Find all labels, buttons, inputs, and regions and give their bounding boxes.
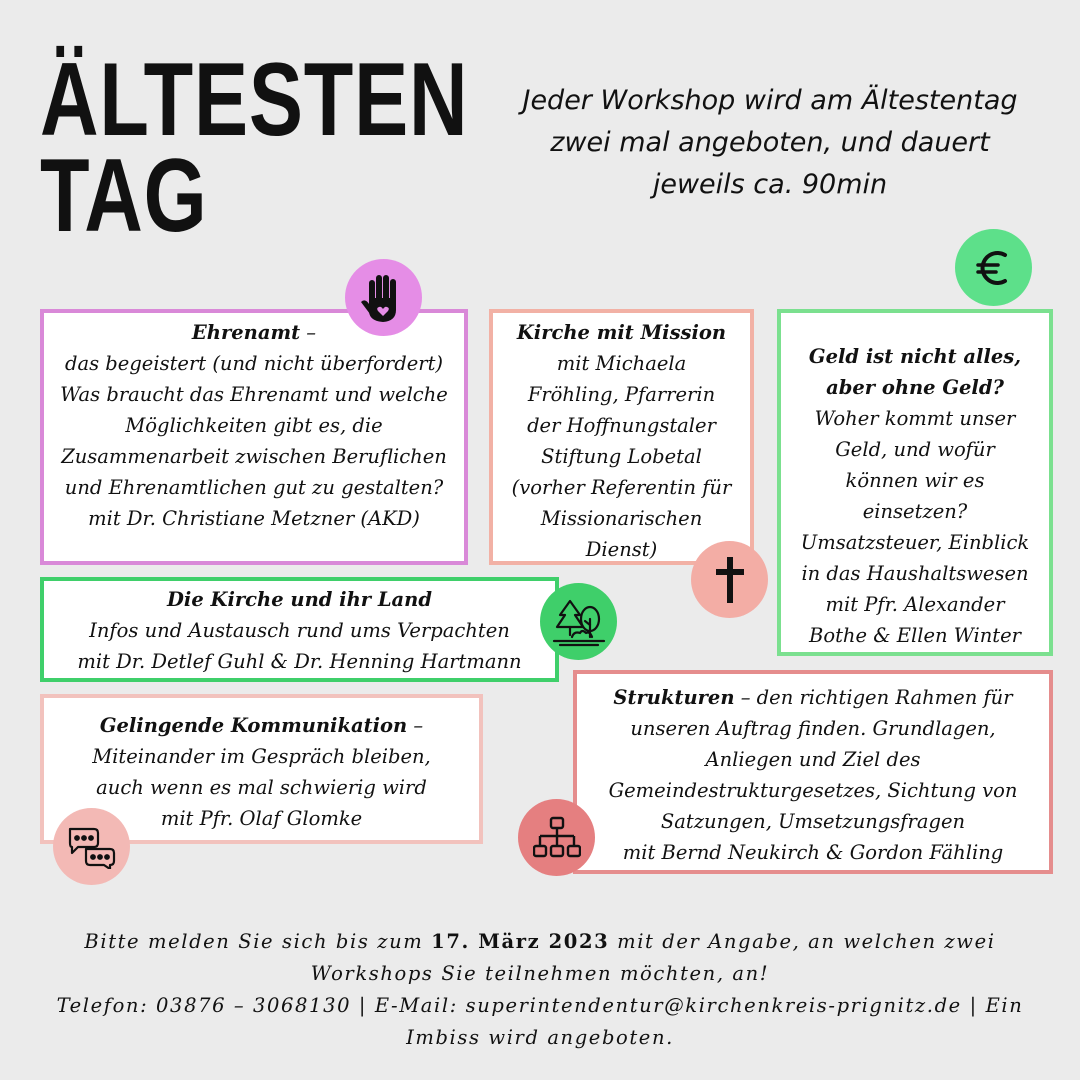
- footer-text: Workshops Sie teilnehmen möchten, an!: [310, 962, 770, 985]
- euro-icon: [955, 229, 1032, 306]
- workshop-line: Miteinander im Gespräch bleiben,: [92, 745, 431, 768]
- workshop-line: mit Pfr. Olaf Glomke: [160, 807, 363, 830]
- workshop-heading: aber ohne Geld?: [826, 376, 1004, 399]
- page-title: [40, 42, 469, 254]
- deadline-date: 17. März 2023: [431, 930, 610, 953]
- workshop-heading: Ehrenamt: [191, 321, 301, 344]
- workshop-line: einsetzen?: [862, 500, 968, 523]
- title-line-1: ÄLTESTEN: [40, 42, 469, 158]
- subtitle-line: jeweils ca. 90min: [652, 169, 888, 200]
- workshop-line: Anliegen und Ziel des: [705, 748, 921, 771]
- workshop-line: Umsatzsteuer, Einblick: [800, 531, 1030, 554]
- workshop-line: mit Dr. Detlef Guhl & Dr. Henning Hartmann: [77, 650, 522, 673]
- workshop-line: Fröhling, Pfarrerin: [527, 383, 716, 406]
- footer-text: Imbiss wird angeboten.: [406, 1026, 674, 1049]
- workshop-line: Gemeindestrukturgesetzes, Sichtung von: [608, 779, 1018, 802]
- footer-registration-note: [30, 926, 1050, 1054]
- trees-icon: [540, 583, 617, 660]
- workshop-card-kirche-mission: [489, 309, 754, 565]
- title-line-2: TAG: [40, 138, 208, 254]
- workshop-line: Möglichkeiten gibt es, die: [125, 414, 383, 437]
- workshop-line: (vorher Referentin für: [511, 476, 732, 499]
- footer-text: Bitte melden Sie sich bis zum: [84, 930, 432, 953]
- subtitle-line: zwei mal angeboten, und dauert: [550, 127, 990, 158]
- workshop-line: Infos und Austausch rund ums Verpachten: [89, 619, 510, 642]
- workshop-line: mit Pfr. Alexander: [825, 593, 1005, 616]
- heading-suffix: –: [407, 714, 424, 737]
- subtitle-line: Jeder Workshop wird am Ältestentag: [522, 85, 1018, 116]
- speech-bubbles-icon: [53, 808, 130, 885]
- workshop-card-geld: [777, 309, 1053, 656]
- workshop-line: Zusammenarbeit zwischen Beruflichen: [61, 445, 447, 468]
- workshop-line: und Ehrenamtlichen gut zu gestalten?: [64, 476, 444, 499]
- workshop-heading: Die Kirche und ihr Land: [167, 588, 432, 611]
- workshop-line: Geld, und wofür: [835, 438, 995, 461]
- workshop-card-ehrenamt: [40, 309, 468, 565]
- workshop-line: Stiftung Lobetal: [541, 445, 702, 468]
- workshop-line: der Hoffnungstaler: [527, 414, 716, 437]
- footer-text: mit der Angabe, an welchen zwei: [609, 930, 996, 953]
- footer-contact: Telefon: 03876 – 3068130 | E-Mail: superintendentur@kirchenkreis-prignitz.de | Ein: [56, 994, 1024, 1017]
- subtitle: [490, 80, 1050, 206]
- org-chart-icon: [518, 799, 595, 876]
- cross-icon: [691, 541, 768, 618]
- workshop-heading: Strukturen: [613, 686, 735, 709]
- workshop-line: mit Bernd Neukirch & Gordon Fähling: [622, 841, 1004, 864]
- workshop-line: Satzungen, Umsetzungsfragen: [660, 810, 966, 833]
- workshop-line: auch wenn es mal schwierig wird: [96, 776, 427, 799]
- workshop-card-land: [40, 577, 559, 682]
- workshop-heading: Gelingende Kommunikation: [99, 714, 408, 737]
- workshop-line: unseren Auftrag finden. Grundlagen,: [630, 717, 996, 740]
- workshop-line: Bothe & Ellen Winter: [809, 624, 1021, 647]
- workshop-line: mit Michaela: [556, 352, 687, 375]
- heading-suffix: –: [300, 321, 317, 344]
- workshop-line: Dienst): [585, 538, 658, 561]
- workshop-line: Woher kommt unser: [814, 407, 1016, 430]
- workshop-line: mit Dr. Christiane Metzner (AKD): [88, 507, 420, 530]
- workshop-heading: Geld ist nicht alles,: [808, 345, 1022, 368]
- workshop-line: das begeistert (und nicht überfordert): [64, 352, 444, 375]
- workshop-line: in das Haushaltswesen: [801, 562, 1029, 585]
- workshop-line: Missionarischen: [540, 507, 703, 530]
- workshop-line: Was braucht das Ehrenamt und welche: [60, 383, 448, 406]
- workshop-line: können wir es: [845, 469, 985, 492]
- workshop-heading: Kirche mit Mission: [516, 321, 727, 344]
- workshop-card-strukturen: [573, 670, 1053, 874]
- hand-heart-icon: [345, 259, 422, 336]
- heading-suffix: – den richtigen Rahmen für: [734, 686, 1013, 709]
